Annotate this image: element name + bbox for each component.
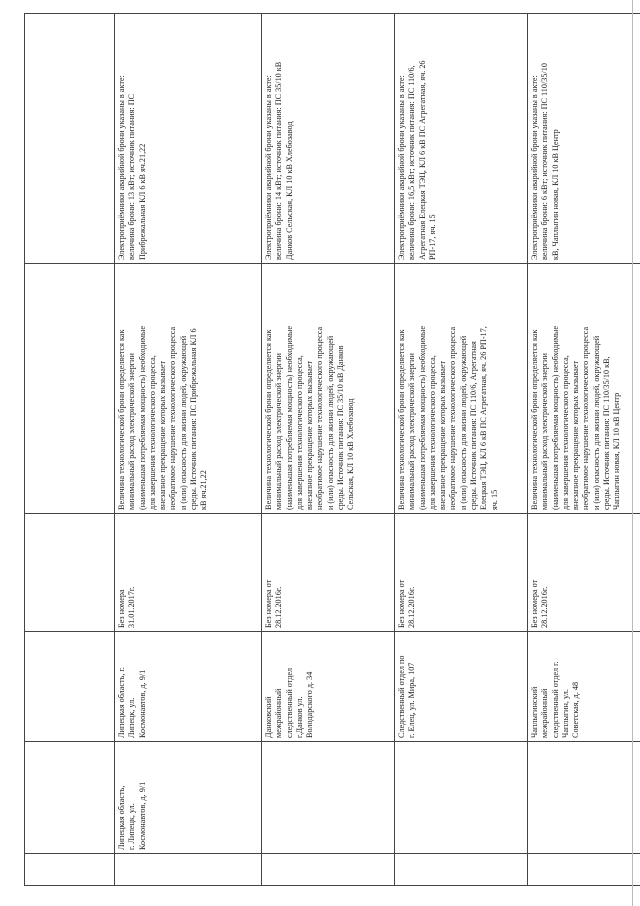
row-spacer-cell <box>528 854 640 886</box>
address-cell <box>262 742 395 854</box>
organization-cell: Данковский межрайонный следственный отдел г.Данков ул. Володарского д. 34 <box>262 632 395 742</box>
row-spacer-cell <box>262 854 395 886</box>
act-cell <box>25 514 115 632</box>
organization-cell: Чаплыгинский межрайонный следственный отдел г. Чаплыгин, ул. Советская, д. 48 <box>528 632 640 742</box>
table-row <box>395 14 528 886</box>
address-cell <box>25 742 115 854</box>
organization-cell: Липецкая область, г. Липецк, ул. Космонавтов, д. 9/1 <box>115 632 262 742</box>
note-cell <box>25 14 115 264</box>
address-cell <box>395 742 528 854</box>
note-cell: Электроприёмники аварийной брони указаны в акте: величина брони: 14 кВт; источник питания: ПС 35/10 кВ Данков Сельская, КЛ 10 кВ Хлебозавод <box>262 14 395 264</box>
justification-cell: Величина технологической брони определяется как минимальный расход электрической энергии (наименьшая потребляемая мощность) необходимые для завершения технологического процесса, внезапное прекращение которых вызывает необратимое нарушение технологического процесса и (или) опасность для жизни людей, окружающей среды. Источник питания: ПС 35/10 кВ Данков Сельская, КЛ 10 кВ Хлебозавод <box>262 264 395 514</box>
justification-cell <box>25 264 115 514</box>
table-row <box>528 14 640 886</box>
act-cell: Без номера от 28.12.2016г. <box>262 514 395 632</box>
reservation-table <box>24 13 640 886</box>
justification-cell: Величина технологической брони определяется как минимальный расход электрической энергии (наименьшая потребляемая мощность) необходимые для завершения технологического процесса, внезапное прекращение которых вызывает необратимое нарушение технологического процесса и (или) опасность для жизни людей, окружающей среды. Источник питания: ПС Прибрежальная КЛ 6 кВ яч.21,22 <box>115 264 262 514</box>
page-edge-line <box>632 0 633 906</box>
justification-cell: Величина технологической брони определяется как минимальный расход электрической энергии (наименьшая потребляемая мощность) необходимые для завершения технологического процесса, внезапное прекращение которых вызывает необратимое нарушение технологического процесса и (или) опасность для жизни людей, окружающей среды. Источник питания: ПС 110/35/10 кВ, Чаплыгин новая, КЛ 10 кВ Центр <box>528 264 640 514</box>
act-cell: Без номера от 28.12.2016г. <box>528 514 640 632</box>
row-spacer-cell <box>25 854 115 886</box>
organization-cell: Следственный отдел по г. Елец, ул. Мира, 107 <box>395 632 528 742</box>
act-cell: Без номера от 28.12.2016г. <box>395 514 528 632</box>
justification-cell: Величина технологической брони определяется как минимальный расход электрической энергии (наименьшая потребляемая мощность) необходимые для завершения технологического процесса, внезапное прекращение которых вызывает необратимое нарушение технологического процесса и (или) опасность для жизни людей, окружающей среды. Источник питания: ПС 110/6, Агрегатная Елецкая ТЭЦ, КЛ 6 кВ ПС Агрегатная, яч. 26 РП-17, яч. 15 <box>395 264 528 514</box>
note-cell: Электроприёмники аварийной брони указаны в акте: величина брони: 6 кВт; источник питания: ПС 110/35/10 кВ, Чаплыгин новая, КЛ 10 кВ Центр <box>528 14 640 264</box>
address-cell: Липецкая область, г. Липецк, ул. Космонавтов, д. 9/1 <box>115 742 262 854</box>
note-cell: Электроприёмники аварийной брони указаны в акте: величина брони: 16,5 кВт; источник питания: ПС 110/6, Агрегатная Елецкая ТЭЦ, КЛ 6 кВ ПС Агрегатная, яч. 26 РП-17, яч. 15 <box>395 14 528 264</box>
address-cell <box>528 742 640 854</box>
act-cell: Без номера 31.01.2017г. <box>115 514 262 632</box>
note-cell: Электроприёмники аварийной брони указаны в акте: величина брони: 13 кВт; источник питания: ПС Прибрежальная КЛ 6 кВ яч.21,22 <box>115 14 262 264</box>
organization-cell <box>25 632 115 742</box>
table-row <box>25 14 115 886</box>
table-row <box>262 14 395 886</box>
row-spacer-cell <box>115 854 262 886</box>
table-row <box>115 14 262 886</box>
row-spacer-cell <box>395 854 528 886</box>
